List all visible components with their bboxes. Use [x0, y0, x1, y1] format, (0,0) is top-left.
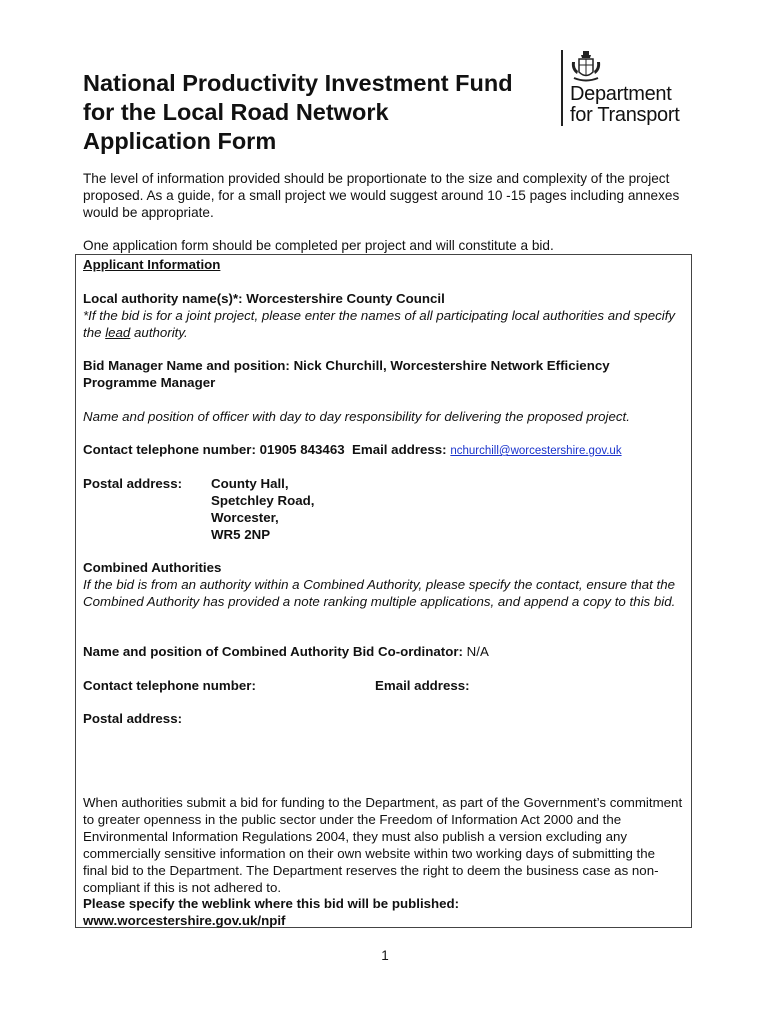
coordinator-row — [83, 643, 489, 660]
joint-note-text: *If the bid is for a joint project, please enter the names of all participating local authorities and specify the — [83, 308, 676, 340]
publication-paragraph: When authorities submit a bid for funding to the Department, as part of the Government’s commitment to greater openness in the public sector under the Freedom of Information Act 2000 and the Environmental Information Regulations 2004, they must also publish a version excluding any commercially sensitive information on their own website within two working days of submitting the final bid to the Department. The Department reserves the right to deem the business case as non-compliant if this is not adhered to. — [83, 795, 683, 895]
combined-note: If the bid is from an authority within a Combined Authority, please specify the contact, ensure that the Combined Authority has provided a note ranking multiple applications, and append a copy to this bid. — [83, 577, 676, 609]
ca-email-label: Email address: — [375, 678, 470, 693]
title-line-1: National Productivity Investment Fund — [83, 70, 513, 96]
bid-manager-value: Nick Churchill, Worcestershire Network Efficiency — [293, 358, 610, 373]
joint-note-end: authority. — [130, 325, 188, 340]
department-name — [570, 84, 679, 126]
logo-divider — [561, 50, 563, 126]
postal-label: Postal address: — [83, 476, 183, 491]
phone-label: Contact telephone number: — [83, 442, 256, 457]
intro-paragraph: The level of information provided should be proportionate to the size and complexity of the project proposed. As a guide, for a small project we would suggest around 10 -15 pages including annexes would be appropriate. — [83, 171, 680, 220]
coordinator-value: N/A — [466, 644, 489, 659]
title-line-2: for the Local Road Network — [83, 99, 389, 125]
local-authority-value: Worcestershire County Council — [246, 291, 445, 306]
royal-crest-icon — [569, 50, 603, 84]
title-line-3: Application Form — [83, 128, 277, 154]
dft-logo — [561, 50, 711, 130]
joint-note-lead: lead — [105, 325, 131, 340]
coordinator-label: Name and position of Combined Authority Bid Co-ordinator: — [83, 644, 463, 659]
applicant-heading: Applicant Information — [83, 257, 221, 272]
contact-row — [83, 441, 683, 460]
postal-line-1: County Hall, — [211, 476, 289, 491]
postal-address — [211, 475, 314, 543]
phone-value: 01905 843463 — [259, 442, 345, 457]
postal-line-3: Worcester, — [211, 510, 279, 525]
bid-manager-row — [83, 357, 679, 391]
local-authority-row — [83, 290, 445, 307]
bid-manager-note: Name and position of officer with day to day responsibility for delivering the proposed project. — [83, 409, 630, 424]
weblink-label: Please specify the weblink where this bid will be published: — [83, 896, 460, 911]
joint-project-note — [83, 307, 679, 341]
page-number: 1 — [381, 948, 389, 963]
local-authority-label: Local authority name(s)*: — [83, 291, 243, 306]
bid-manager-value-cont: Programme Manager — [83, 375, 216, 390]
ca-phone-label: Contact telephone number: — [83, 678, 256, 693]
ca-postal-label: Postal address: — [83, 711, 183, 726]
intro-paragraph-2: One application form should be completed per project and will constitute a bid. — [83, 238, 554, 253]
document-title — [83, 69, 553, 156]
logo-line-2: for Transport — [570, 104, 680, 126]
email-label: Email address: — [352, 442, 447, 457]
postal-line-4: WR5 2NP — [211, 527, 271, 542]
email-link[interactable]: nchurchill@worcestershire.gov.uk — [450, 445, 622, 457]
postal-line-2: Spetchley Road, — [211, 493, 315, 508]
bid-manager-label: Bid Manager Name and position: — [83, 358, 290, 373]
combined-heading: Combined Authorities — [83, 560, 222, 575]
logo-line-1: Department — [570, 83, 672, 105]
weblink-value[interactable]: www.worcestershire.gov.uk/npif — [83, 913, 286, 928]
